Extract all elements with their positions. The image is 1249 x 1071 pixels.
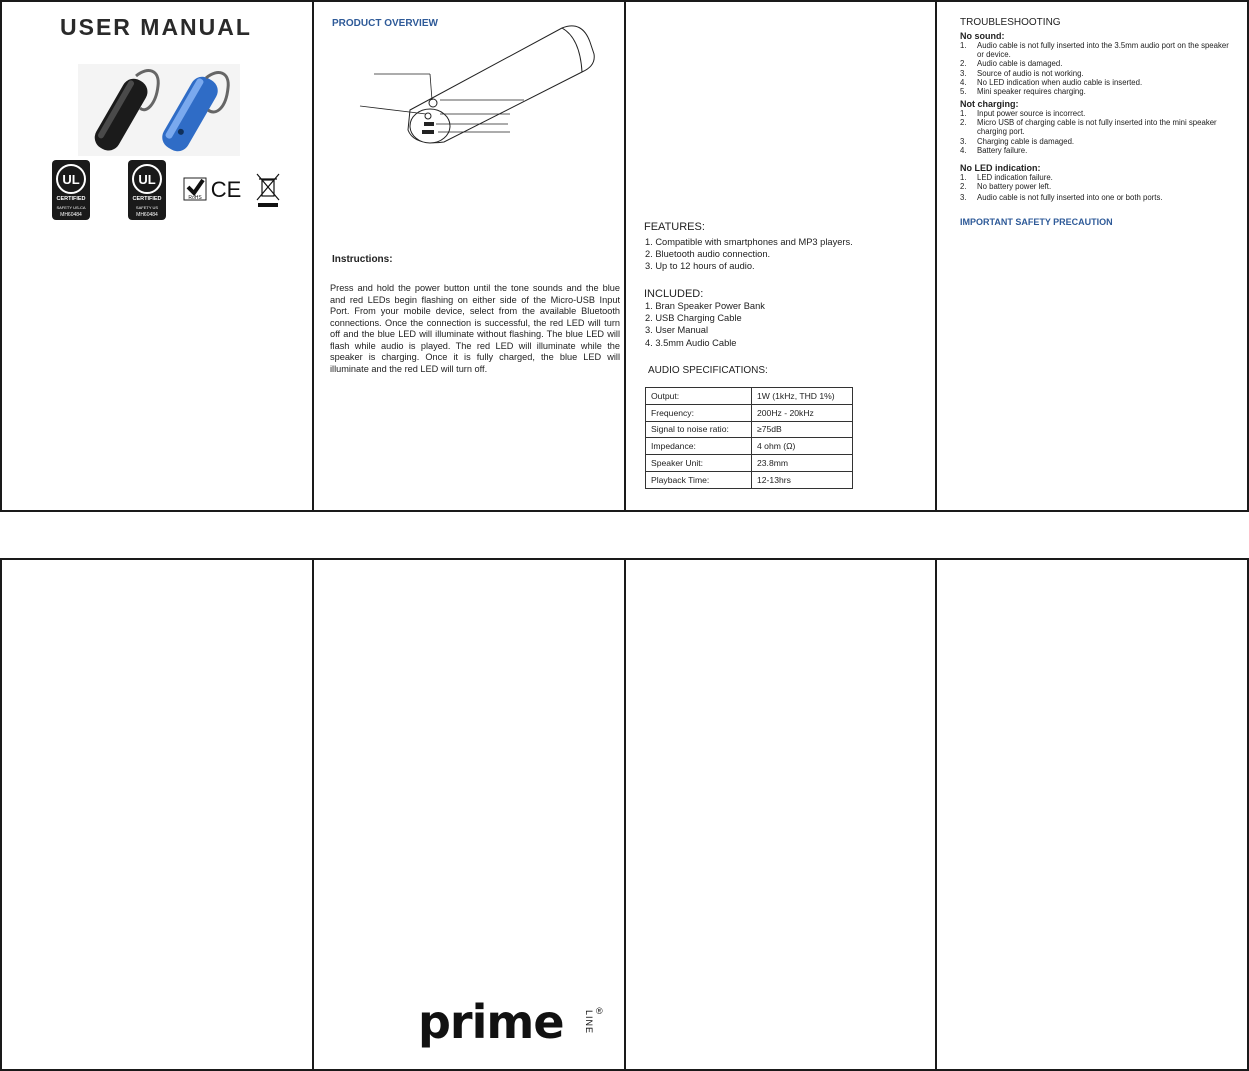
list-item: [960, 193, 1232, 202]
primeline-logo: [418, 1000, 618, 1059]
back-panel-2: [314, 560, 626, 1069]
group-heading: Not charging:: [960, 99, 1019, 109]
spec-label: Output:: [646, 388, 752, 405]
item-number: 1.: [960, 109, 967, 118]
features-list: [645, 236, 853, 273]
list-item: [960, 137, 1232, 146]
item-number: 3.: [960, 193, 967, 203]
table-row: [646, 471, 853, 488]
spec-value: 23.8mm: [752, 455, 853, 472]
list-item: 3. Up to 12 hours of audio.: [645, 261, 755, 272]
cover-panel: [2, 2, 314, 510]
back-panel-3: [626, 560, 937, 1069]
list-item: [960, 118, 1232, 136]
item-number: 2.: [960, 118, 967, 128]
list-item: 4. 3.5mm Audio Cable: [645, 337, 737, 348]
registered-mark: ®: [596, 1006, 603, 1016]
instructions-text: Press and hold the power button until the tone sounds and the blue and red LEDs begin flashing on either side of the Micro-USB Input Port. From your mobile device, select from the available Bluetooth connections. Once the connection is successful, the red LED will turn off and the blue LED will illuminate without flashing. The blue LED will flash while audio is played. The red LED will illuminate while the speaker is charging. Once it is fully charged, the blue LED will illuminate and the red LED will turn off.: [330, 283, 620, 374]
list-item: [960, 41, 1232, 59]
item-number: 5.: [960, 87, 967, 97]
group-heading: No LED indication:: [960, 163, 1041, 173]
safety-precaution-title: IMPORTANT SAFETY PRECAUTION: [960, 217, 1113, 227]
list-item: 2. USB Charging Cable: [645, 313, 742, 324]
audio-specs-title: AUDIO SPECIFICATIONS:: [648, 365, 768, 376]
troubleshooting-group-no-sound: [960, 31, 1232, 96]
table-row: [646, 455, 853, 472]
svg-text:UL: UL: [138, 172, 156, 187]
troubleshooting-title: TROUBLESHOOTING: [960, 17, 1061, 28]
troubleshooting-group-no-led: [960, 163, 1232, 203]
item-number: 4.: [960, 145, 967, 155]
ul-certified-mark: [128, 160, 166, 220]
spec-value: 12-13hrs: [752, 471, 853, 488]
svg-text:UL: UL: [62, 172, 80, 187]
troubleshooting-list: [960, 41, 1232, 96]
item-number: 4.: [960, 77, 967, 87]
audio-specs-table: [645, 387, 853, 489]
item-text: Charging cable is damaged.: [977, 136, 1075, 146]
features-title: FEATURES:: [644, 221, 705, 233]
item-number: 3.: [960, 136, 967, 146]
troubleshooting-list: [960, 173, 1232, 203]
spec-label: Impedance:: [646, 438, 752, 455]
list-item: [960, 69, 1232, 78]
back-panel-4: [937, 560, 1247, 1069]
spec-value: 4 ohm (Ω): [752, 438, 853, 455]
item-number: 1.: [960, 173, 967, 182]
ul-certified-mark: [52, 160, 90, 220]
product-overview-title: PRODUCT OVERVIEW: [332, 18, 438, 29]
list-item: [960, 182, 1232, 191]
logo-subword: LINE: [584, 1010, 594, 1035]
manual-title: USER MANUAL: [60, 14, 252, 40]
table-row: [646, 404, 853, 421]
troubleshooting-panel: [937, 2, 1247, 510]
item-text: Mini speaker requires charging.: [977, 87, 1086, 97]
spec-label: Signal to noise ratio:: [646, 421, 752, 438]
svg-text:CERTIFIED: CERTIFIED: [132, 196, 162, 202]
item-text: Source of audio is not working.: [977, 68, 1084, 78]
item-number: 2.: [960, 59, 967, 69]
table-row: [646, 388, 853, 405]
weee-bin-icon: [257, 174, 279, 207]
spec-value: 200Hz - 20kHz: [752, 404, 853, 421]
item-text: Audio cable is not fully inserted into the 3.5mm audio port on the speaker or device.: [977, 41, 1229, 60]
svg-text:RoHS: RoHS: [188, 195, 202, 201]
svg-text:MH60484: MH60484: [136, 212, 158, 218]
group-heading: No sound:: [960, 31, 1005, 41]
item-text: Micro USB of charging cable is not fully inserted into the mini speaker charging port.: [977, 118, 1217, 137]
included-title: INCLUDED:: [644, 288, 704, 300]
item-number: 1.: [960, 41, 967, 50]
instructions-title: Instructions:: [332, 254, 393, 265]
table-row: [646, 438, 853, 455]
item-number: 2.: [960, 182, 967, 192]
product-photo: [78, 64, 240, 156]
spec-value: ≥75dB: [752, 421, 853, 438]
manual-sheet-front: [0, 0, 1249, 512]
logo-word: prime: [418, 1000, 564, 1049]
rohs-icon: [184, 178, 206, 201]
back-panel-1: [2, 560, 314, 1069]
list-item: [960, 146, 1232, 155]
item-text: No battery power left.: [977, 182, 1052, 192]
included-list: [645, 300, 765, 349]
ce-mark-icon: [211, 177, 242, 202]
list-item: [960, 173, 1232, 182]
item-text: Input power source is incorrect.: [977, 109, 1086, 118]
manual-sheet-back: [0, 558, 1249, 1071]
svg-text:CERTIFIED: CERTIFIED: [56, 196, 86, 202]
item-text: Audio cable is damaged.: [977, 59, 1063, 69]
item-text: LED indication failure.: [977, 173, 1053, 182]
spec-label: Speaker Unit:: [646, 455, 752, 472]
svg-text:CE: CE: [210, 177, 242, 202]
spec-value: 1W (1kHz, THD 1%): [752, 388, 853, 405]
troubleshooting-list: [960, 109, 1232, 155]
troubleshooting-group-not-charging: [960, 99, 1232, 155]
svg-text:MH60484: MH60484: [60, 212, 82, 218]
spec-label: Frequency:: [646, 404, 752, 421]
list-item: [960, 78, 1232, 87]
list-item: [960, 109, 1232, 118]
product-diagram: [344, 14, 614, 144]
item-text: Battery failure.: [977, 145, 1028, 155]
spec-label: Playback Time:: [646, 471, 752, 488]
item-text: No LED indication when audio cable is inserted.: [977, 77, 1143, 87]
list-item: 1. Compatible with smartphones and MP3 players.: [645, 237, 853, 247]
product-overview-panel: [314, 2, 626, 510]
item-number: 3.: [960, 68, 967, 78]
svg-text:SAFETY US: SAFETY US: [135, 205, 159, 210]
list-item: [960, 87, 1232, 96]
svg-text:SAFETY US-CA: SAFETY US-CA: [56, 205, 86, 210]
list-item: [960, 59, 1232, 68]
list-item: 1. Bran Speaker Power Bank: [645, 301, 765, 311]
list-item: 2. Bluetooth audio connection.: [645, 249, 771, 260]
features-panel: [626, 2, 937, 510]
certification-marks: [50, 160, 290, 222]
item-text: Audio cable is not fully inserted into one or both ports.: [977, 193, 1163, 203]
table-row: [646, 421, 853, 438]
list-item: 3. User Manual: [645, 325, 709, 336]
